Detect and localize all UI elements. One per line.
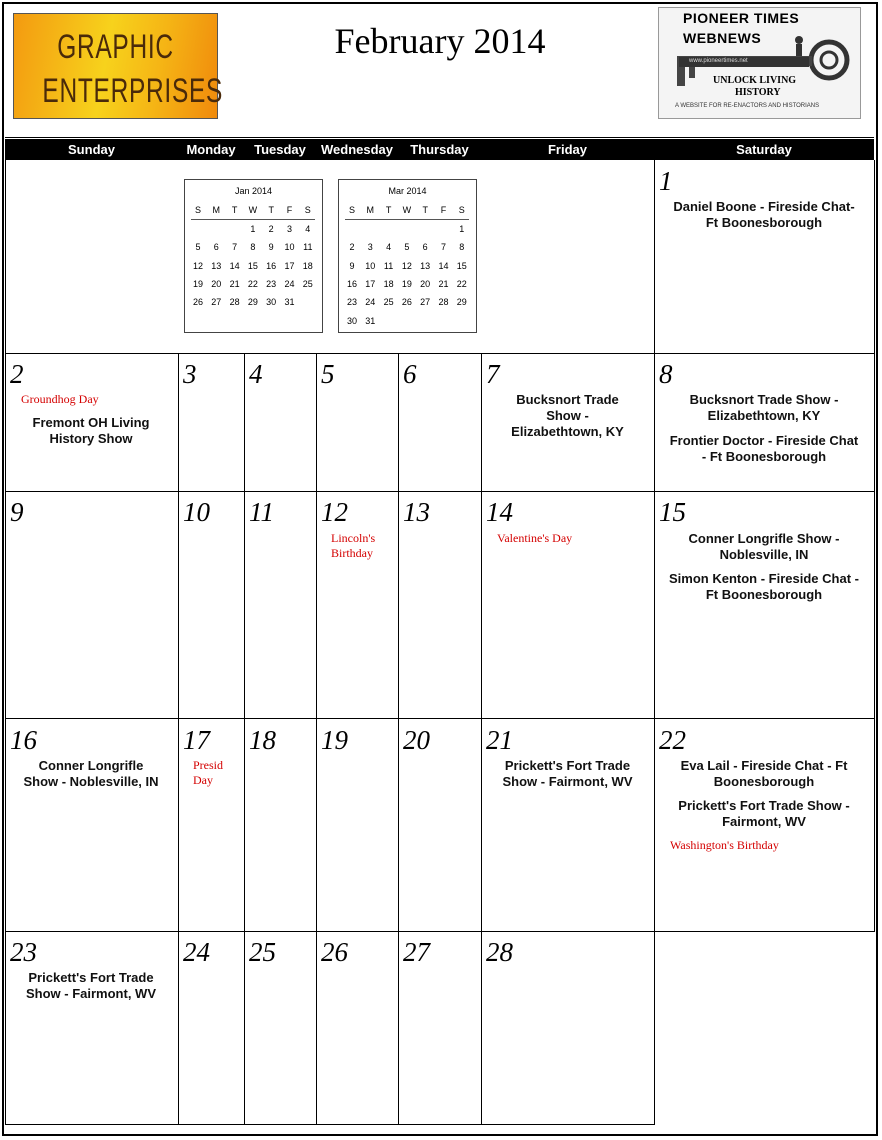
mini-calendar-cell: W [248, 205, 258, 215]
mini-calendar-cell: 8 [459, 242, 465, 253]
day-number: 17 [183, 725, 210, 755]
mini-calendar-cell: T [268, 205, 274, 215]
day-number: 5 [321, 359, 335, 389]
mini-calendar-cell: T [231, 205, 238, 215]
mini-calendar-cell: 8 [250, 242, 256, 253]
mini-calendar-cell: 12 [401, 260, 412, 271]
mini-calendar-cell: 10 [284, 242, 295, 253]
mini-calendar-cell: 27 [420, 297, 431, 308]
mini-calendar-cell: 28 [438, 297, 449, 308]
weekday-wednesday: Wednesday [320, 142, 393, 157]
grid-line [5, 353, 874, 354]
pioneer-times-logo [658, 7, 861, 119]
page-title: February 2014 [334, 21, 546, 61]
mini-calendar-cell: 12 [192, 260, 203, 271]
mini-calendar-cell: 19 [192, 278, 203, 289]
mini-calendar-cell: 4 [305, 224, 311, 234]
grid-line [316, 353, 317, 1125]
mini-calendar-cell: 31 [365, 315, 376, 326]
grid-line [5, 491, 874, 492]
grid-line [5, 718, 874, 719]
event-entry: Prickett's Fort Trade Show - Fairmont, WV [502, 758, 633, 789]
mini-calendar-row [193, 261, 318, 273]
weekday-friday: Friday [547, 142, 587, 157]
mini-calendar-cell: 30 [346, 315, 357, 326]
mini-calendar-cell: 4 [386, 242, 392, 253]
day-number: 6 [403, 359, 417, 389]
event-entry: Bucksnort Trade Show - Elizabethtown, KY [511, 392, 624, 439]
event-entry: Simon Kenton - Fireside Chat - Ft Boonesborough [669, 571, 859, 602]
grid-line [398, 353, 399, 1125]
grid-line [5, 931, 874, 932]
mini-calendar-row [193, 224, 318, 236]
weekday-sunday: Sunday [68, 142, 115, 157]
logo-right-line3: UNLOCK LIVING [713, 75, 797, 86]
logo-right-line2: WEBNEWS [683, 30, 762, 46]
mini-calendar-cell: 6 [213, 242, 219, 253]
event-entry: Prickett's Fort Trade Show - Fairmont, WV [678, 798, 850, 829]
mini-calendar-cell: 11 [383, 260, 394, 271]
mini-calendar-cell: 26 [401, 297, 412, 308]
mini-calendar-row [347, 261, 472, 273]
mini-calendar-cell: 2 [268, 224, 274, 234]
mini-calendar-cell: 17 [284, 260, 295, 271]
mini-calendar-cell: 9 [349, 260, 355, 271]
day-number: 21 [486, 725, 513, 755]
mini-calendar-cell: 7 [440, 242, 446, 253]
mini-calendar-row [193, 205, 318, 217]
logo-url-strip [679, 57, 809, 67]
day-number: 27 [403, 937, 430, 967]
logo-left-line1: GRAPHIC [57, 28, 174, 66]
mini-calendar-cell: 1 [459, 224, 465, 234]
holiday-label: Presid Day [193, 758, 223, 787]
logo-right-line4: HISTORY [735, 87, 781, 98]
mini-calendar-cell: 14 [229, 260, 240, 271]
day-number: 4 [249, 359, 263, 389]
day-number: 24 [183, 937, 210, 967]
holiday-label: Lincoln's Birthday [331, 531, 376, 560]
day-number: 28 [486, 937, 513, 967]
logo-right-line1: PIONEER TIMES [683, 10, 800, 26]
mini-calendar-row [193, 297, 318, 309]
mini-calendar-cell: S [348, 205, 355, 215]
mini-calendar-cell: 17 [365, 278, 376, 289]
mini-calendar-title: Jan 2014 [234, 186, 273, 196]
day-number: 15 [659, 497, 686, 527]
day-number: 1 [659, 166, 673, 196]
mini-calendar-divider [345, 219, 469, 220]
event-entry: Conner Longrifle Show - Noblesville, IN [23, 758, 159, 789]
day-number: 13 [403, 497, 430, 527]
logo-left-line2: ENTERPRISES [42, 72, 224, 110]
mini-calendar-cell: S [458, 205, 465, 215]
mini-calendar-cell: S [194, 205, 201, 215]
mini-calendar-row [347, 316, 472, 328]
weekday-tuesday: Tuesday [254, 142, 306, 157]
mini-calendar-cell: 7 [232, 242, 238, 253]
mini-calendar-row [193, 279, 318, 291]
mini-calendar-row [347, 224, 472, 236]
day-number: 23 [10, 937, 37, 967]
mini-calendar-cell: 29 [456, 297, 467, 308]
day-number: 10 [183, 497, 210, 527]
mini-calendar-cell: 27 [211, 297, 222, 308]
day-number: 22 [659, 725, 686, 755]
mini-calendar-cell: 22 [247, 278, 258, 289]
mini-calendar-cell: T [422, 205, 428, 215]
mini-calendar-cell: 23 [266, 278, 277, 289]
logo-url: www.pioneertimes.net [689, 58, 748, 64]
day-number: 3 [183, 359, 197, 389]
mini-calendar-cell: 26 [192, 297, 203, 308]
day-number: 25 [249, 937, 276, 967]
mini-calendar-cell: 14 [438, 260, 449, 271]
mini-calendar-cell: 3 [367, 242, 373, 253]
mini-calendar-cell: 6 [422, 242, 428, 253]
holiday-label: Valentine's Day [497, 531, 573, 545]
mini-calendar-cell: 1 [250, 224, 256, 234]
mini-calendar-cell: F [440, 205, 447, 215]
event-entry: Frontier Doctor - Fireside Chat - Ft Boonesborough [669, 433, 859, 464]
mini-calendar-cell: M [366, 205, 375, 215]
mini-calendar-cell: 16 [346, 278, 357, 289]
mini-calendar-cell: 21 [438, 278, 449, 289]
weekday-thursday: Thursday [410, 142, 469, 157]
mini-calendar-cell: 5 [195, 242, 201, 253]
grid-line [654, 160, 655, 1125]
mini-calendar-mar [338, 179, 477, 333]
mini-calendar-title: Mar 2014 [388, 186, 427, 196]
mini-calendar-row [193, 242, 318, 254]
mini-calendar-cell: 22 [456, 278, 467, 289]
mini-calendar-cell: 9 [268, 242, 274, 253]
holiday-label: Groundhog Day [21, 392, 99, 406]
event-entry: Daniel Boone - Fireside Chat- Ft Boonesborough [673, 199, 855, 230]
mini-calendar-divider [191, 219, 315, 220]
mini-calendar-cell: 21 [229, 278, 240, 289]
mini-calendar-cell: 18 [302, 260, 313, 271]
mini-calendar-cell: 25 [383, 297, 394, 308]
day-number: 9 [10, 497, 24, 527]
weekday-saturday: Saturday [736, 142, 792, 157]
day-number: 11 [249, 497, 274, 527]
holiday-label: Washington's Birthday [670, 838, 779, 852]
day-number: 20 [403, 725, 430, 755]
mini-calendar-cell: 15 [456, 260, 467, 271]
mini-calendar-cell: 24 [284, 278, 295, 289]
event-entry: Conner Longrifle Show - Noblesville, IN [688, 531, 840, 562]
day-number: 16 [10, 725, 37, 755]
mini-calendar-cell: 28 [229, 297, 240, 308]
event-entry: Eva Lail - Fireside Chat - Ft Boonesborough [680, 758, 848, 789]
mini-calendar-cell: 10 [365, 260, 376, 271]
mini-calendar-row [347, 205, 472, 217]
mini-calendar-cell: 11 [303, 242, 313, 253]
grid-line [5, 137, 874, 138]
mini-calendar-cell: 25 [302, 278, 313, 289]
mini-calendar-cell: F [286, 205, 293, 215]
mini-calendar-cell: 13 [211, 260, 222, 271]
weekday-monday: Monday [186, 142, 236, 157]
day-number: 2 [10, 359, 24, 389]
page-frame [2, 2, 878, 1136]
logo-right-tagline: A WEBSITE FOR RE-ENACTORS AND HISTORIANS [675, 103, 820, 109]
mini-calendar-cell: 13 [420, 260, 431, 271]
day-number: 8 [659, 359, 673, 389]
mini-calendar-cell: 15 [247, 260, 258, 271]
mini-calendar-cell: 3 [286, 224, 292, 234]
event-entry: Prickett's Fort Trade Show - Fairmont, WV [26, 970, 156, 1001]
mini-calendar-cell: 5 [404, 242, 410, 253]
day-number: 19 [321, 725, 348, 755]
day-number: 14 [486, 497, 513, 527]
event-entry: Bucksnort Trade Show - Elizabethtown, KY [689, 392, 839, 423]
mini-calendar-row [347, 279, 472, 291]
mini-calendar-cell: 23 [346, 297, 357, 308]
event-entry: Fremont OH Living History Show [32, 415, 150, 446]
mini-calendar-cell: 20 [211, 278, 222, 289]
graphic-enterprises-logo [13, 13, 224, 119]
mini-calendar-cell: S [304, 205, 311, 215]
mini-calendar-row [347, 297, 472, 309]
day-number: 12 [321, 497, 348, 527]
grid-line [178, 353, 179, 1125]
mini-calendar-row [347, 242, 472, 254]
mini-calendar-cell: 19 [401, 278, 412, 289]
mini-calendar-cell: 2 [349, 242, 355, 253]
mini-calendar-cell: 31 [284, 297, 295, 308]
mini-calendar-cell: 16 [266, 260, 277, 271]
mini-calendar-cell: 20 [420, 278, 431, 289]
mini-calendar-cell: 24 [365, 297, 376, 308]
grid-line [5, 160, 6, 1125]
mini-calendar-cell: M [212, 205, 221, 215]
mini-calendar-jan [184, 179, 323, 333]
grid-line [5, 1124, 655, 1125]
mini-calendar-cell: W [402, 205, 412, 215]
mini-calendar-cell: 18 [383, 278, 394, 289]
grid-line [244, 353, 245, 1125]
grid-line [481, 353, 482, 1125]
mini-calendar-cell: 30 [266, 297, 277, 308]
mini-calendar-cell: T [385, 205, 392, 215]
day-number: 18 [249, 725, 276, 755]
grid-line [874, 160, 875, 932]
day-number: 26 [321, 937, 348, 967]
mini-calendar-cell: 29 [247, 297, 258, 308]
day-number: 7 [486, 359, 500, 389]
